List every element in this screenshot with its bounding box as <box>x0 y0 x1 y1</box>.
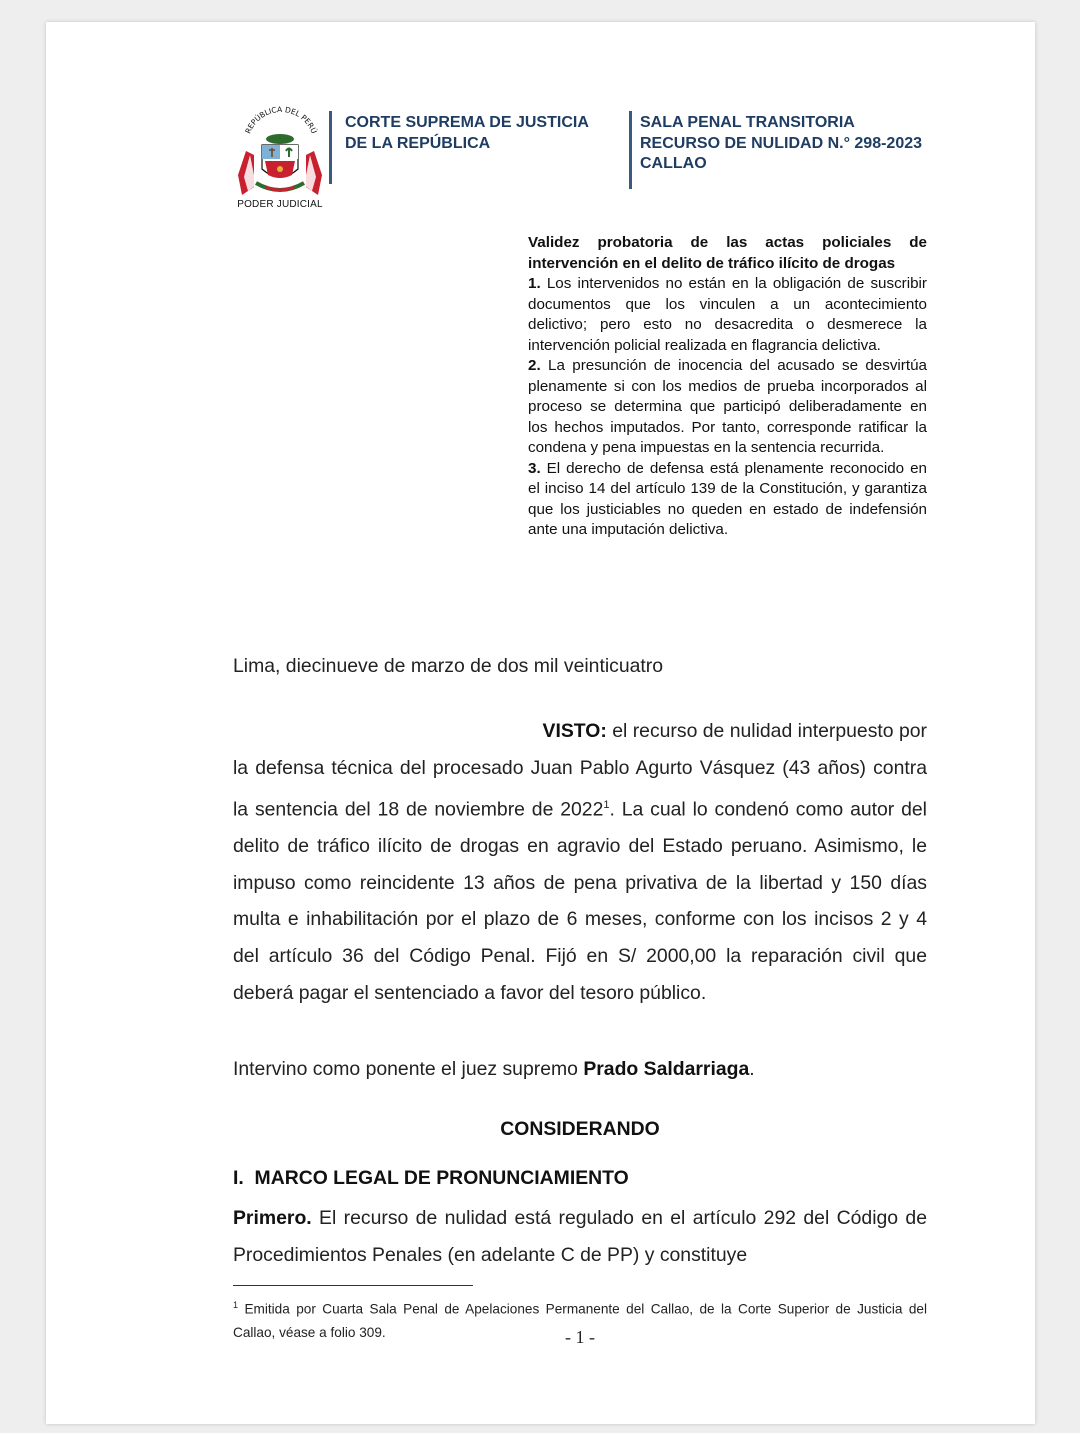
summary-point-text: El derecho de defensa está plenamente reconocido en el inciso 14 del artículo 139 de la Constitución, y garantiza que los justiciables no queden en estado de indefensión ante una imputación delictiva. <box>528 459 927 538</box>
summary-title: Validez probatoria de las actas policiales de intervención en el delito de tráfico ilícito de drogas <box>528 234 927 272</box>
primero-label: Primero. <box>233 1207 312 1229</box>
ponente-line <box>233 1055 927 1083</box>
footnote-separator <box>233 1285 473 1286</box>
svg-text:REPÚBLICA DEL PERÚ: REPÚBLICA DEL PERÚ <box>243 105 319 135</box>
summary-point <box>528 274 927 356</box>
considerando-heading: CONSIDERANDO <box>500 1118 660 1140</box>
section-heading: I. MARCO LEGAL DE PRONUNCIAMIENTO <box>233 1167 629 1189</box>
summary-point-number: 1. <box>528 275 541 292</box>
ponente-name: Prado Saldarriaga <box>583 1058 750 1080</box>
primero-text: El recurso de nulidad está regulado en el artículo 292 del Código de Procedimientos Penales (en adelante C de PP) y constituye <box>233 1207 927 1266</box>
summary-point <box>528 356 927 459</box>
page-number: - 1 - <box>565 1327 595 1347</box>
footnote-ref[interactable]: 1 <box>603 798 610 811</box>
summary-point-number: 3. <box>528 459 541 477</box>
case-summary <box>528 233 927 541</box>
summary-point-text: Los intervenidos no están en la obligación de suscribir documentos que los vinculen a un acontecimiento delictivo; pero esto no desacredita o desmerece la intervención policial realizada en flagrancia delictiva. <box>528 275 927 354</box>
case-location: CALLAO <box>640 155 707 172</box>
document-page <box>46 22 1035 1424</box>
visto-text-cont: . La cual lo condenó como autor del delito de tráfico ilícito de drogas en agravio del Estado peruano. Asimismo, le impuso como reincidente 13 años de pena privativa de la libertad y 150 días multa e inhabilitación por el plazo de 6 meses, conforme con los incisos 2 y 4 del artículo 36 del Código Penal. Fijó en S/ 2000,00 la reparación civil que deberá pagar el sentenciado a favor del tesoro público. <box>233 798 927 1005</box>
summary-point-text: La presunción de inocencia del acusado se desvirtúa plenamente si con los medios de prueba incorporados al proceso se determina que participó deliberadamente en los hechos imputados. Por tanto, corresponde ratificar la condena y pena impuestas en la sentencia recurrida. <box>528 357 927 456</box>
case-info <box>640 113 960 175</box>
seal-label: PODER JUDICIAL <box>237 199 323 210</box>
footnote-text: Emitida por Cuarta Sala Penal de Apelaciones Permanente del Callao, de la Corte Superior de Justicia del Callao, véase a folio 309. <box>233 1301 927 1340</box>
footnote-number: 1 <box>233 1300 239 1310</box>
visto-text: la defensa técnica del procesado Juan Pablo Agurto Vásquez (43 años) contra la sentencia del 18 de noviembre de 2022 <box>233 756 927 821</box>
court-name <box>345 113 605 154</box>
sala-name: SALA PENAL TRANSITORIA <box>640 114 855 131</box>
visto-label: VISTO: <box>542 720 607 742</box>
court-name-line2: DE LA REPÚBLICA <box>345 134 491 152</box>
ponente-text: Intervino como ponente el juez supremo <box>233 1058 584 1080</box>
visto-paragraph <box>233 713 927 1012</box>
visto-first-line <box>233 713 927 750</box>
court-name-line1: CORTE SUPREMA DE JUSTICIA <box>345 114 589 131</box>
coat-of-arms <box>232 105 328 225</box>
peru-coat-of-arms-icon <box>232 105 328 205</box>
header-divider <box>329 111 332 184</box>
date-line: Lima, diecinueve de marzo de dos mil veinticuatro <box>233 655 664 677</box>
primero-paragraph <box>233 1200 927 1274</box>
summary-point-number: 2. <box>528 357 541 374</box>
visto-first-text: el recurso de nulidad interpuesto por <box>612 720 927 742</box>
header-divider <box>629 111 632 189</box>
case-number: RECURSO DE NULIDAD N.° 298-2023 <box>640 134 923 152</box>
summary-point <box>528 459 927 541</box>
ponente-end: . <box>749 1058 755 1080</box>
